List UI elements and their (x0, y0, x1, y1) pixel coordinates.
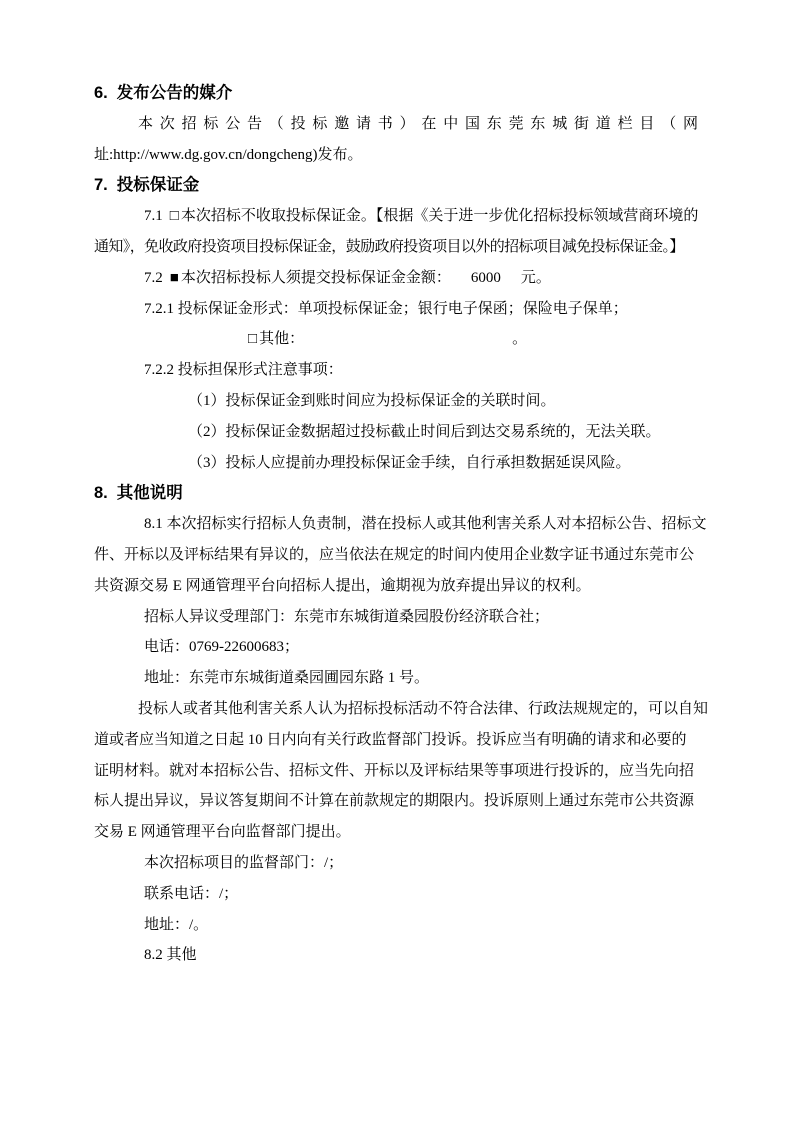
bid-security-amount: 6000 (470, 269, 501, 286)
other-option-line (94, 324, 706, 355)
objection-address-line: 地址：东莞市东城街道桑园圃园东路 1 号。 (144, 670, 430, 687)
clause-7-1-number: 7.1 (144, 208, 163, 225)
guarantee-note-1: （1）投标保证金到账时间应为投标保证金的关联时间。 (188, 392, 556, 409)
checkbox-unchecked-icon: □ (248, 331, 258, 348)
other-option-label: 其他： (259, 331, 305, 348)
section-6-paragraph-line-2: 址:http://www.dg.gov.cn/dongcheng)发布。 (94, 146, 363, 163)
section-7-title: 投标保证金 (116, 176, 200, 195)
section-6-title: 发布公告的媒介 (116, 84, 233, 102)
clause-8-1-line-1: 8.1 本次招标实行招标人负责制，潜在投标人或其他利害关系人对本招标公告、招标文 (144, 516, 707, 533)
section-6-paragraph-line-1: 本次招标公告（投标邀请书）在中国东莞东城街道栏目（网 (138, 115, 705, 132)
objection-phone-line: 电话：0769-22600683； (144, 639, 299, 656)
checkbox-checked-icon: ■ (169, 269, 179, 286)
section-8-title: 其他说明 (116, 484, 183, 503)
checkbox-unchecked-icon: □ (169, 208, 179, 225)
complaint-paragraph-line-1: 投标人或者其他利害关系人认为招标投标活动不符合法律、行政法规规定的，可以自知 (138, 700, 709, 717)
clause-7-2-1: 7.2.1 投标保证金形式：单项投标保证金；银行电子保函；保险电子保单； (144, 300, 628, 317)
clause-7-2-2: 7.2.2 投标担保形式注意事项： (144, 362, 343, 379)
complaint-paragraph-line-5: 交易 E 网通管理平台向监督部门提出。 (94, 824, 351, 841)
complaint-paragraph-line-2: 道或者应当知道之日起 10 日内向有关行政监督部门投诉。投诉应当有明确的请求和必要的 (94, 731, 687, 748)
supervise-phone-line: 联系电话：/； (144, 885, 239, 902)
section-7-heading (94, 170, 706, 201)
complaint-paragraph-line-4: 标人提出异议，异议答复期间不计算在前款规定的期限内。投诉原则上通过东莞市公共资源 (94, 793, 695, 810)
supervise-department-line: 本次招标项目的监督部门：/； (144, 854, 344, 871)
clause-7-1-text: 本次招标不收取投标保证金。【根据《关于进一步优化招标投标领域营商环境的 (180, 208, 699, 225)
clause-8-1-line-3: 共资源交易 E 网通管理平台向招标人提出，逾期视为放弃提出异议的权利。 (94, 577, 591, 594)
section-6-number: 6. (94, 84, 108, 102)
section-7-number: 7. (94, 176, 108, 195)
other-option-period: 。 (512, 331, 528, 348)
section-8-heading (94, 478, 706, 509)
clause-7-2 (94, 263, 706, 294)
clause-7-2-text: 本次招标投标人须提交投标保证金金额： (180, 269, 451, 286)
clause-7-1-line-2: 通知》，免收政府投资项目投标保证金，鼓励政府投资项目以外的招标项目减免投标保证金。】 (94, 238, 684, 255)
section-8-number: 8. (94, 484, 108, 503)
guarantee-note-3: （3）投标人应提前办理投标保证金手续，自行承担数据延误风险。 (188, 454, 631, 471)
clause-8-1-line-2: 件、开标以及评标结果有异议的，应当依法在规定的时间内使用企业数字证书通过东莞市公 (94, 546, 695, 563)
supervise-address-line: 地址：/。 (144, 916, 209, 933)
complaint-paragraph-line-3: 证明材料。就对本招标公告、招标文件、开标以及评标结果等事项进行投诉的，应当先向招 (94, 762, 695, 779)
clause-7-1-line-1 (94, 201, 706, 232)
guarantee-note-2: （2）投标保证金数据超过投标截止时间后到达交易系统的，无法关联。 (188, 423, 661, 440)
clause-7-2-number: 7.2 (144, 269, 163, 286)
bid-security-unit: 元。 (520, 269, 551, 286)
section-6-heading (94, 78, 706, 109)
objection-department-line: 招标人异议受理部门：东莞市东城街道桑园股份经济联合社； (144, 608, 550, 625)
clause-8-2: 8.2 其他 (144, 947, 197, 964)
